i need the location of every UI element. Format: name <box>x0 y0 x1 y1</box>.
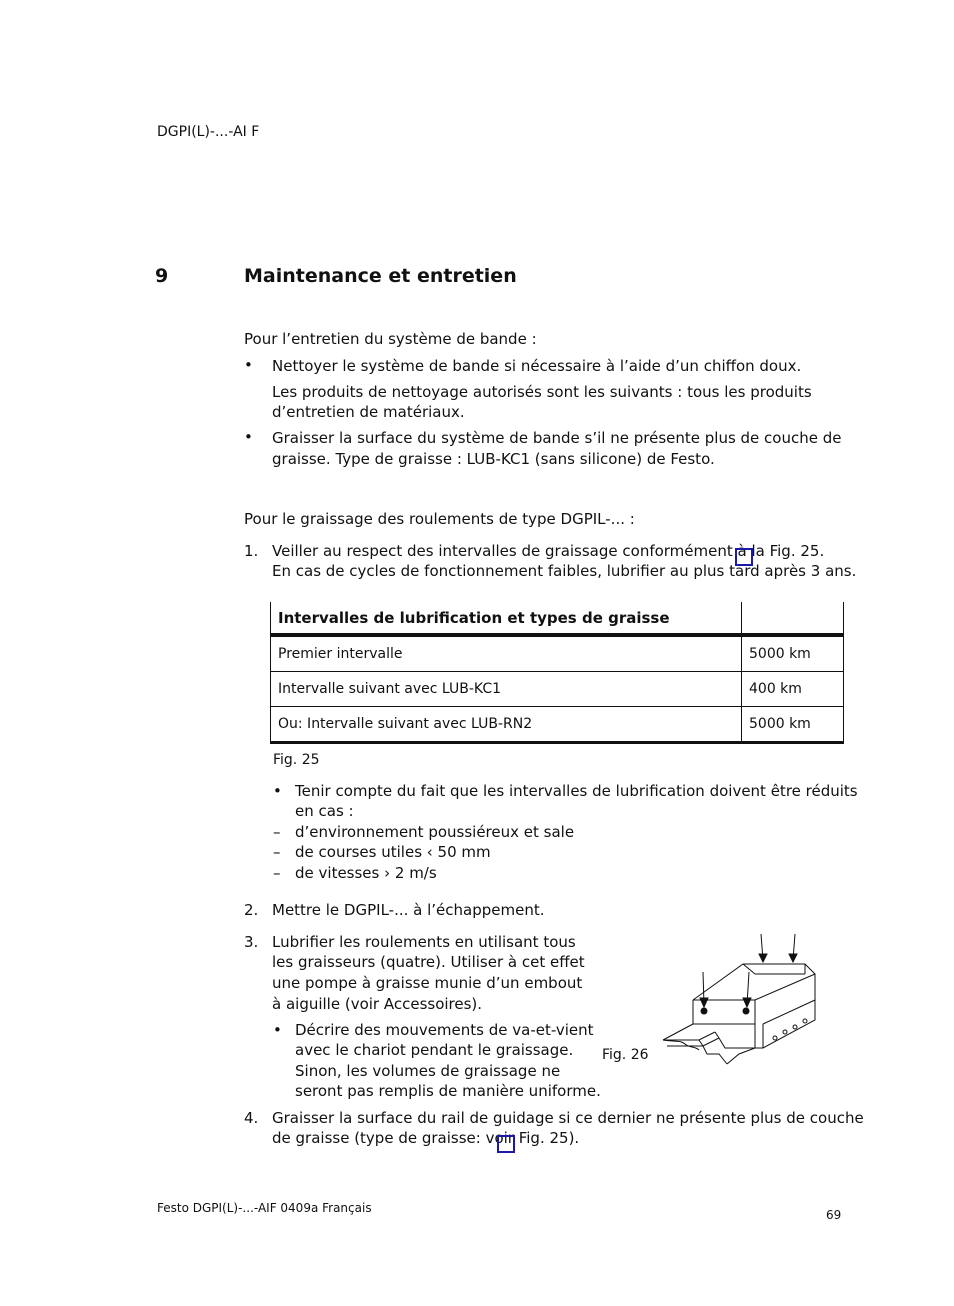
table-cell-label: Premier intervalle <box>271 635 742 672</box>
fig25-link-box[interactable] <box>735 548 753 566</box>
step-3-line: Lubrifier les roulements en utilisant tous <box>272 933 576 951</box>
table-cell-label: Intervalle suivant avec LUB-KC1 <box>271 672 742 707</box>
bullet-marker: • <box>273 782 282 800</box>
step-number: 4. <box>244 1109 259 1127</box>
page-number: 69 <box>826 1208 842 1222</box>
step-number: 2. <box>244 901 259 919</box>
bullet-marker: • <box>273 1021 282 1039</box>
bullet-marker: • <box>244 356 253 374</box>
dash-marker: – <box>273 843 281 861</box>
table-row <box>271 635 844 672</box>
step-3-line: une pompe à graisse munie d’un embout <box>272 974 583 992</box>
section-title: Maintenance et entretien <box>244 265 517 287</box>
cleaning-products-line: d’entretien de matériaux. <box>272 403 465 421</box>
step-1-line: En cas de cycles de fonctionnement faibles, lubrifier au plus tard après 3 ans. <box>272 562 857 580</box>
bullet-grease-line: Graisser la surface du système de bande s’il ne présente plus de couche de <box>272 429 842 447</box>
table-header: Intervalles de lubrification et types de graisse <box>271 602 742 635</box>
dash-marker: – <box>273 864 281 882</box>
step-4-line: de graisse (type de graisse: voir Fig. 25). <box>272 1129 580 1147</box>
sub-bullet-line: Sinon, les volumes de graissage ne <box>295 1062 561 1080</box>
table-cell-value: 5000 km <box>742 707 844 743</box>
note-item: de vitesses › 2 m/s <box>295 864 437 882</box>
note-item: de courses utiles ‹ 50 mm <box>295 843 491 861</box>
note-item: d’environnement poussiéreux et sale <box>295 823 575 841</box>
fig25-link-box[interactable] <box>497 1135 515 1153</box>
table-cell-label: Ou: Intervalle suivant avec LUB-RN2 <box>271 707 742 743</box>
bullet-marker: • <box>244 428 253 446</box>
footer-doc-id: Festo DGPI(L)-...-AIF 0409a Français <box>157 1201 372 1215</box>
cleaning-products-line: Les produits de nettoyage autorisés sont les suivants : tous les produits <box>272 383 812 401</box>
table-cell-value: 400 km <box>742 672 844 707</box>
step-2-line: Mettre le DGPIL-... à l’échappement. <box>272 901 545 919</box>
note-line: en cas : <box>295 802 354 820</box>
bullet-clean-text: Nettoyer le système de bande si nécessaire à l’aide d’un chiffon doux. <box>272 357 802 375</box>
slide-carriage-drawing <box>655 928 825 1070</box>
table-cell-value: 5000 km <box>742 635 844 672</box>
dash-marker: – <box>273 823 281 841</box>
note-line: Tenir compte du fait que les intervalles de lubrification doivent être réduits <box>295 782 858 800</box>
step-number: 3. <box>244 933 259 951</box>
step-1-line: Veiller au respect des intervalles de graissage conformément à la Fig. 25. <box>272 542 825 560</box>
fig26-caption: Fig. 26 <box>602 1047 649 1063</box>
lubrication-table <box>270 602 844 744</box>
running-header: DGPI(L)-...-AI F <box>157 124 260 140</box>
sub-bullet-line: avec le chariot pendant le graissage. <box>295 1041 574 1059</box>
greasing-intro: Pour le graissage des roulements de type DGPIL-... : <box>244 510 635 528</box>
fig25-caption: Fig. 25 <box>273 752 320 768</box>
table-row <box>271 707 844 743</box>
step-3-line: les graisseurs (quatre). Utiliser à cet effet <box>272 953 585 971</box>
intro-text: Pour l’entretien du système de bande : <box>244 330 537 348</box>
sub-bullet-line: Décrire des mouvements de va-et-vient <box>295 1021 594 1039</box>
step-number: 1. <box>244 542 259 560</box>
section-number: 9 <box>155 265 169 287</box>
bullet-grease-line: graisse. Type de graisse : LUB-KC1 (sans silicone) de Festo. <box>272 450 715 468</box>
step-3-line: à aiguille (voir Accessoires). <box>272 995 483 1013</box>
step-4-line: Graisser la surface du rail de guidage si ce dernier ne présente plus de couche <box>272 1109 864 1127</box>
sub-bullet-line: seront pas remplis de manière uniforme. <box>295 1082 601 1100</box>
table-row <box>271 672 844 707</box>
